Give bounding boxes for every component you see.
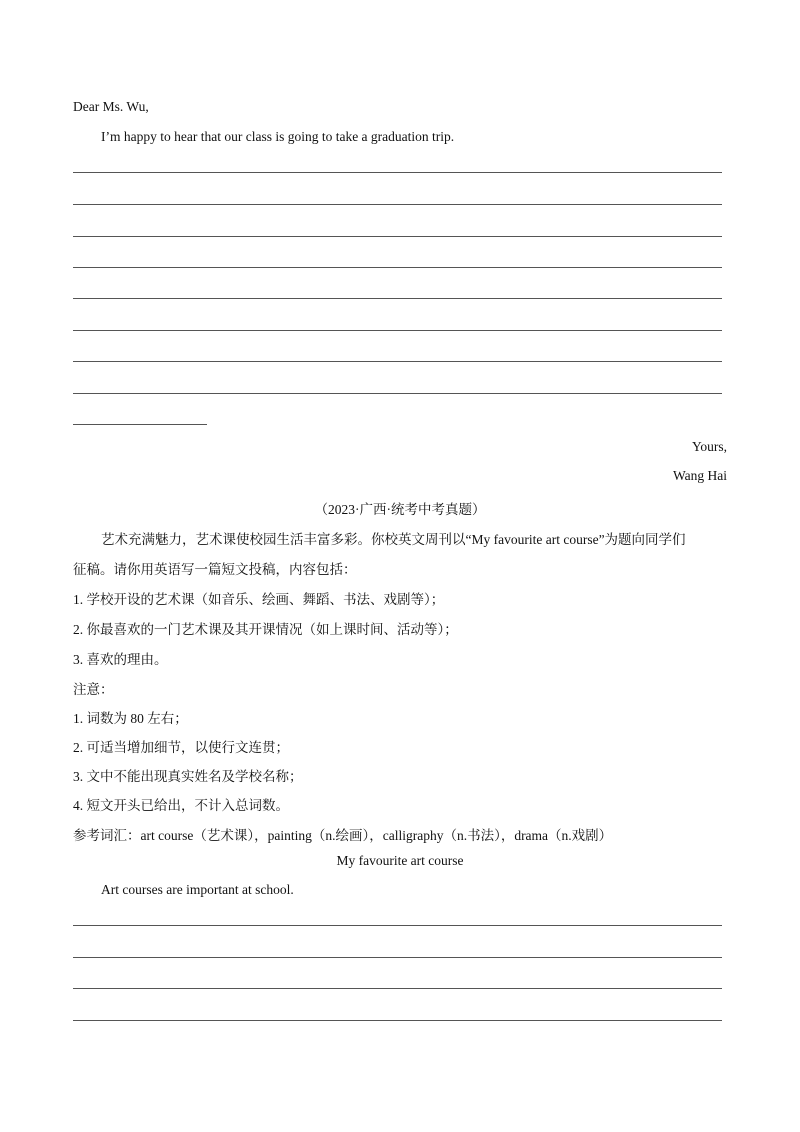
answer-line	[73, 988, 722, 989]
answer-line	[73, 361, 722, 362]
task-point: 3. 喜欢的理由。	[73, 652, 168, 667]
answer-line	[73, 1020, 722, 1021]
notes-title: 注意：	[73, 682, 114, 697]
answer-line	[73, 204, 722, 205]
note-item: 2. 可适当增加细节，以使行文连贯；	[73, 740, 289, 755]
note-item: 4. 短文开头已给出，不计入总词数。	[73, 798, 289, 813]
question-source: （2023·广西·统考中考真题）	[314, 502, 486, 517]
answer-line	[73, 236, 722, 237]
letter-salutation: Dear Ms. Wu,	[73, 99, 149, 114]
note-item: 1. 词数为 80 左右；	[73, 711, 188, 726]
answer-line	[73, 393, 722, 394]
letter-opening-sentence: I’m happy to hear that our class is going to take a graduation trip.	[101, 129, 455, 144]
letter-closing: Yours,	[691, 439, 727, 454]
essay-opening-sentence: Art courses are important at school.	[101, 882, 294, 897]
reference-vocabulary: 参考词汇：art course（艺术课），painting（n.绘画），calligraphy（n.书法），drama（n.戏剧）	[73, 828, 613, 843]
answer-line	[73, 298, 722, 299]
answer-line	[73, 172, 722, 173]
task-point: 2. 你最喜欢的一门艺术课及其开课情况（如上课时间、活动等）；	[73, 622, 458, 637]
answer-line	[73, 925, 722, 926]
task-point: 1. 学校开设的艺术课（如音乐、绘画、舞蹈、书法、戏剧等）；	[73, 592, 445, 607]
note-item: 3. 文中不能出现真实姓名及学校名称；	[73, 769, 303, 784]
essay-title: My favourite art course	[336, 853, 464, 868]
letter-signature: Wang Hai	[672, 468, 727, 483]
task-intro-line-1: 艺术充满魅力，艺术课使校园生活丰富多彩。你校英文周刊以“My favourite art course”为题向同学们	[101, 532, 686, 547]
task-intro-line-2: 征稿。请你用英语写一篇短文投稿，内容包括：	[73, 562, 357, 577]
answer-line	[73, 330, 722, 331]
answer-line	[73, 267, 722, 268]
answer-line-short	[73, 424, 207, 425]
answer-line	[73, 957, 722, 958]
